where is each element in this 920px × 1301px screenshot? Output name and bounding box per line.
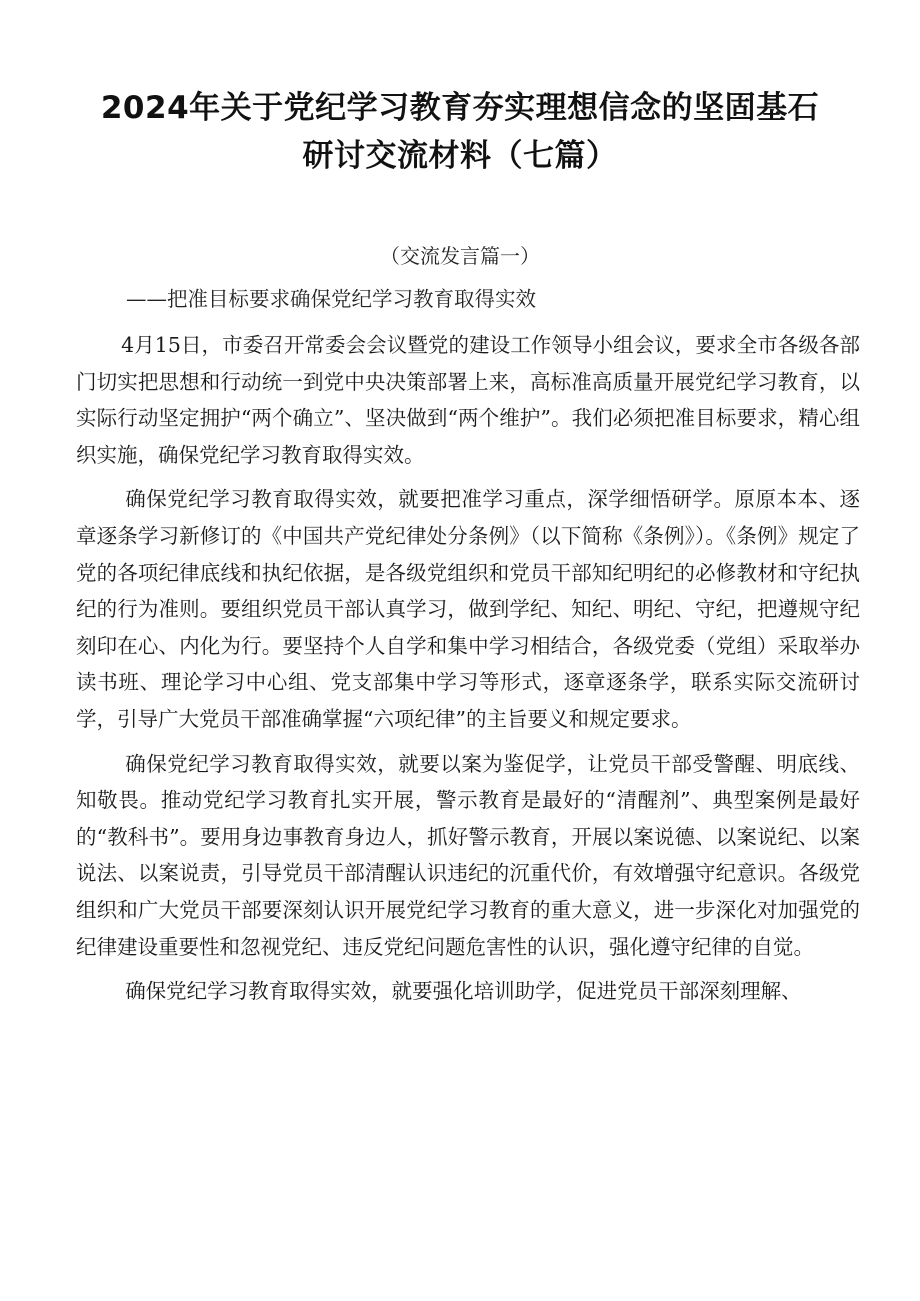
body-text (76, 327, 860, 1018)
paragraph-1: 4月15日，市委召开常委会会议暨党的建设工作领导小组会议，要求全市各级各部门切实把思想和行动统一到党中央决策部署上来，高标准高质量开展党纪学习教育，以实际行动坚定拥护“两个确立”、坚决做到“两个维护”。我们必须把准目标要求，精心组织实施，确保党纪学习教育取得实效。 (76, 333, 860, 467)
paragraph-2: 确保党纪学习教育取得实效，就要把准学习重点，深学细悟研学。原原本本、逐章逐条学习新修订的《中国共产党纪律处分条例》（以下简称《条例》）。《条例》规定了党的各项纪律底线和执纪依据，是各级党组织和党员干部知纪明纪的必修教材和守纪执纪的行为准则。要组织党员干部认真学习，做到学纪、知纪、明纪、守纪，把遵规守纪刻印在心、内化为行。要坚持个人自学和集中学习相结合，各级党委（党组）采取举办读书班、理论学习中心组、党支部集中学习等形式，逐章逐条学，联系实际交流研讨学，引导广大党员干部准确掌握“六项纪律”的主旨要义和规定要求。 (76, 487, 860, 731)
document-title: 2024年关于党纪学习教育夯实理想信念的坚固基石研讨交流材料（七篇） (100, 90, 820, 174)
paragraph-4: 确保党纪学习教育取得实效，就要强化培训助学，促进党员干部深刻理解、 (125, 979, 802, 1004)
section-label: （交流发言篇一） (380, 244, 540, 268)
paragraph-3: 确保党纪学习教育取得实效，就要以案为鉴促学，让党员干部受警醒、明底线、知敬畏。推动党纪学习教育扎实开展，警示教育是最好的“清醒剂”、典型案例是最好的“教科书”。要用身边事教育身边人，抓好警示教育，开展以案说德、以案说纪、以案说法、以案说责，引导党员干部清醒认识违纪的沉重代价，有效增强守纪意识。各级党组织和广大党员干部要深刻认识开展党纪学习教育的重大意义，进一步深化对加强党的纪律建设重要性和忽视党纪、违反党纪问题危害性的认识，强化遵守纪律的自觉。 (76, 751, 860, 959)
section-theme: ——把准目标要求确保党纪学习教育取得实效 (126, 287, 536, 311)
